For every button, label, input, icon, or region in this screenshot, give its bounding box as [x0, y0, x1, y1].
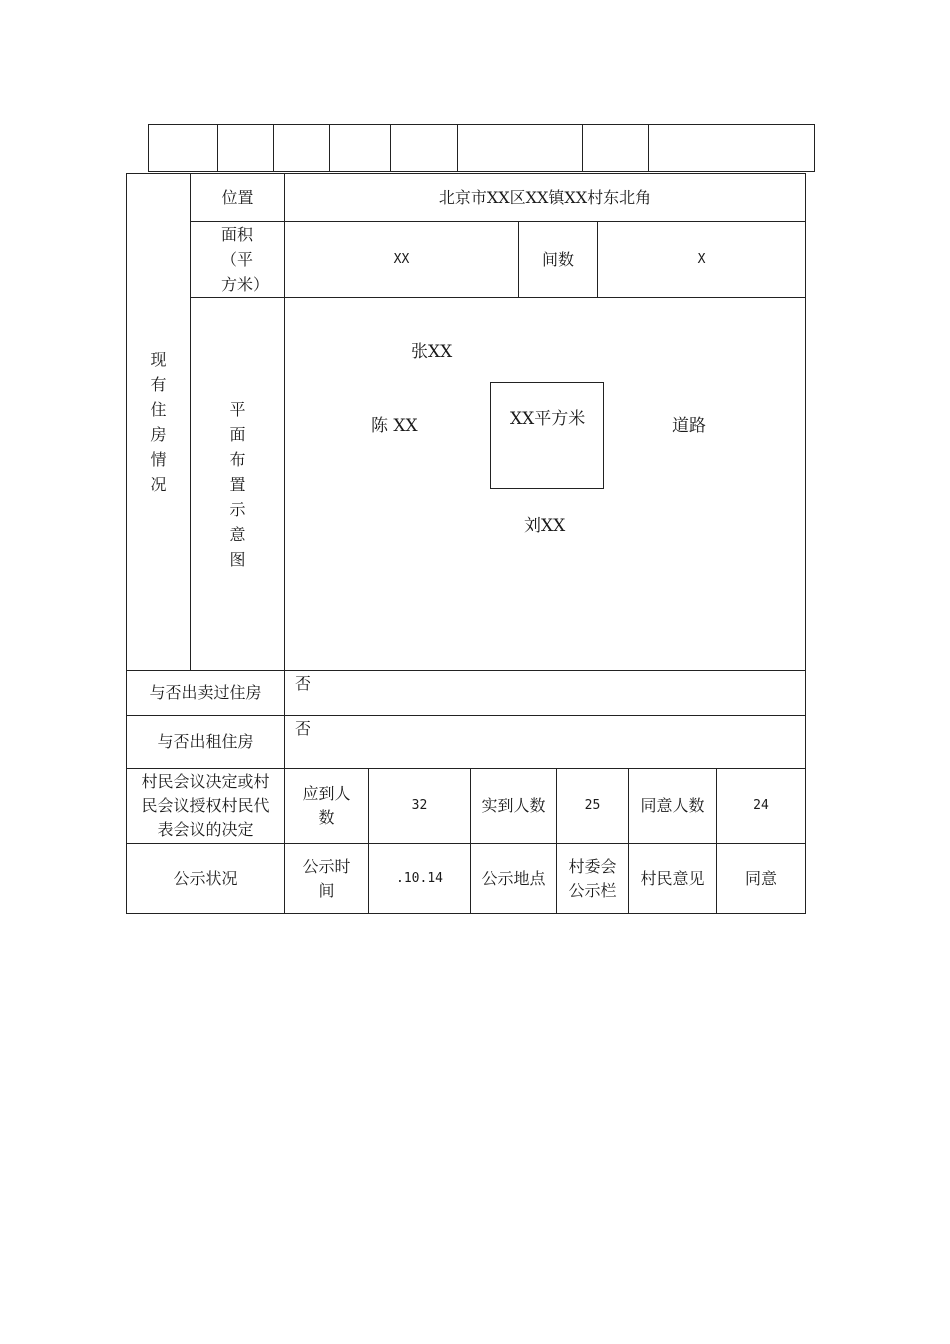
agree-count-value: 24: [753, 798, 769, 813]
publicity-place-value: 村委会公示栏: [568, 856, 617, 900]
rented-value: 否: [295, 719, 312, 738]
present-count-value: 25: [584, 798, 601, 813]
header-cell: [649, 124, 815, 172]
header-cell: [274, 124, 330, 172]
layout-north-neighbor: 张XX: [411, 342, 453, 362]
rooms-label: 间数: [541, 249, 574, 269]
villager-opinion-label: 村民意见: [640, 868, 705, 888]
header-cell: [583, 124, 649, 172]
villager-opinion-value: 同意: [744, 868, 777, 888]
present-count-label: 实到人数: [481, 796, 546, 815]
layout-west-neighbor: 陈 XX: [371, 416, 418, 436]
header-cell: [330, 124, 391, 172]
publicity-label: 公示状况: [173, 868, 238, 888]
layout-south-neighbor: 刘XX: [524, 516, 566, 536]
housing-section-label: 现有住房情况: [150, 350, 167, 494]
expected-count-value: 32: [411, 798, 428, 813]
layout-east-road: 道路: [672, 416, 706, 436]
publicity-place-label: 公示地点: [481, 868, 546, 888]
location-value: 北京市XX区XX镇XX村东北角: [438, 187, 652, 207]
expected-count-label: 应到人数: [302, 784, 351, 827]
house-plot-box: [490, 382, 604, 489]
header-cell: [391, 124, 458, 172]
header-cell: [148, 124, 218, 172]
area-value: XX: [393, 251, 410, 267]
sold-label: 与否出卖过住房: [149, 683, 262, 702]
publicity-time-label: 公示时间: [302, 856, 351, 900]
layout-center-area: XX平方米: [510, 409, 586, 429]
meeting-label: 村民会议决定或村民会议授权村民代表会议的决定: [141, 772, 270, 839]
publicity-time-value: .10.14: [396, 870, 443, 886]
agree-count-label: 同意人数: [640, 796, 705, 815]
header-cell: [458, 124, 583, 172]
rooms-value: X: [697, 251, 706, 267]
location-label: 位置: [221, 187, 254, 207]
layout-label: 平面布置示意图: [229, 399, 246, 569]
header-cell: [218, 124, 274, 172]
sold-value: 否: [295, 674, 312, 693]
area-label: 面积（平方米）: [221, 225, 270, 294]
rented-label: 与否出租住房: [157, 732, 254, 751]
